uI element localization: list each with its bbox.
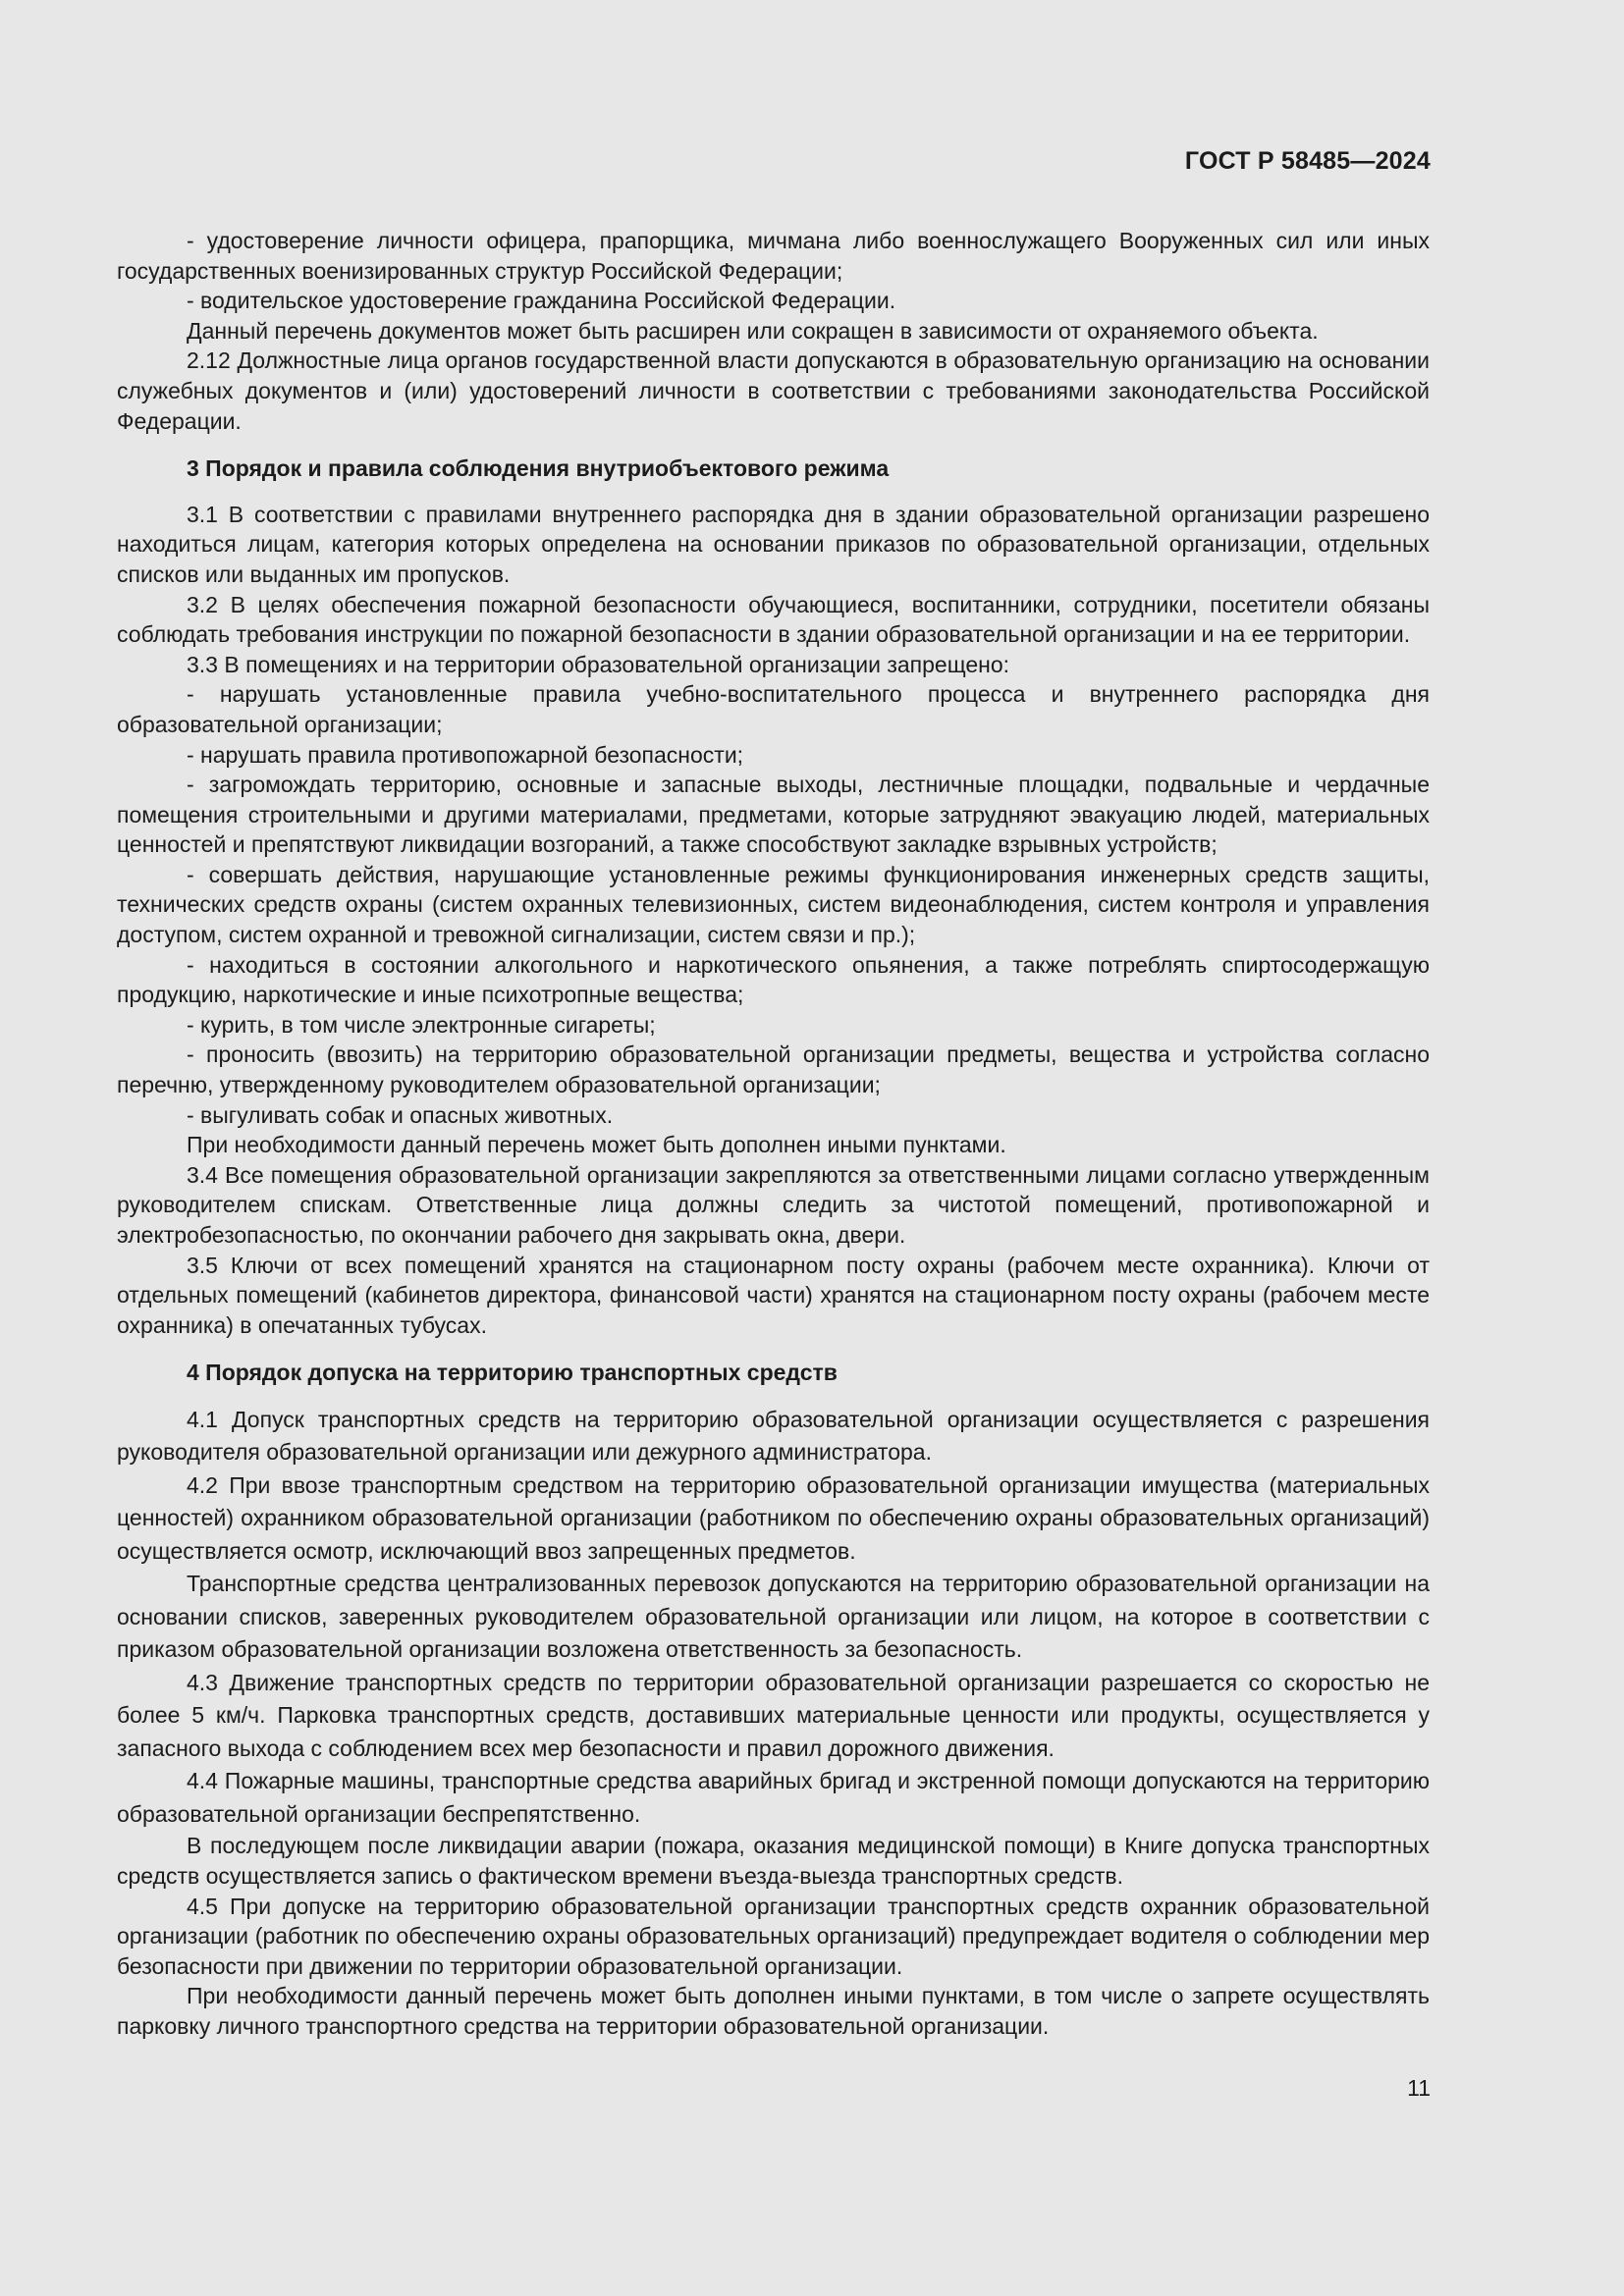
paragraph: Данный перечень документов может быть расширен или сокращен в зависимости от охраняемого объекта. [187,317,1319,344]
paragraph: 3.4 Все помещения образовательной организации закрепляются за ответственными лицами согласно утвержденным руководителем спискам. Ответственные лица должны следить за чистотой помещений, противопожарной и электробезопасностью, по окончании рабочего дня закрывать окна, двери. [117,1161,1430,1248]
paragraph: 4.1 Допуск транспортных средств на территорию образовательной организации осуществляется с разрешения руководителя образовательной организации или дежурного администратора. [117,1406,1430,1466]
paragraph: - загромождать территорию, основные и запасные выходы, лестничные площадки, подвальные и чердачные помещения строительными и другими материалами, предметами, которые затрудняют эвакуацию людей, материальных ценностей и препятствуют ликвидации возгораний, а также способствуют закладке взрывных устройств; [117,772,1430,858]
paragraph: - удостоверение личности офицера, прапорщика, мичмана либо военнослужащего Вооруженных сил или иных государственных военизированных структур Российской Федерации; [117,228,1430,284]
paragraph: 3.5 Ключи от всех помещений хранятся на стационарном посту охраны (рабочем месте охранника). Ключи от отдельных помещений (кабинетов директора, финансовой части) хранятся на стационарном посту охраны (рабочем месте охранника) в опечатанных тубусах. [117,1252,1430,1338]
document-code-header: ГОСТ Р 58485—2024 [1184,147,1431,175]
paragraph: 3.3 В помещениях и на территории образовательной организации запрещено: [187,651,1010,677]
paragraph: - совершать действия, нарушающие установленные режимы функционирования инженерных средств защиты, технических средств охраны (систем охранных телевизионных, систем видеонаблюдения, систем контроля и управления доступом, систем охранной и тревожной сигнализации, систем связи и пр.); [117,861,1430,948]
section-heading: 4 Порядок допуска на территорию транспортных средств [187,1360,838,1386]
page-number: 11 [1407,2075,1431,2101]
paragraph: При необходимости данный перечень может быть дополнен иными пунктами, в том числе о запрете осуществлять парковку личного транспортного средства на территории образовательной организации. [117,1983,1430,2040]
paragraph: 3.1 В соответствии с правилами внутреннего распорядка дня в здании образовательной организации разрешено находиться лицам, категория которых определена на основании приказов по образовательной организации, отдельных списков или выданных им пропусков. [117,501,1430,587]
paragraph: - находиться в состоянии алкогольного и наркотического опьянения, а также потреблять спиртосодержащую продукцию, наркотические и иные психотропные вещества; [117,951,1430,1008]
paragraph: - выгуливать собак и опасных животных. [187,1101,614,1128]
paragraph: - проносить (ввозить) на территорию образовательной организации предметы, вещества и устройства согласно перечню, утвержденному руководителем образовательной организации; [117,1041,1430,1098]
paragraph: 3.2 В целях обеспечения пожарной безопасности обучающиеся, воспитанники, сотрудники, посетители обязаны соблюдать требования инструкции по пожарной безопасности в здании образовательной организации и на ее территории. [117,591,1430,648]
paragraph: 2.12 Должностные лица органов государственной власти допускаются в образовательную организацию на основании служебных документов и (или) удостоверений личности в соответствии с требованиями законодательства Российской Федерации. [117,347,1430,434]
paragraph: 4.4 Пожарные машины, транспортные средства аварийных бригад и экстренной помощи допускаются на территорию образовательной организации беспрепятственно. [117,1768,1430,1827]
paragraph: В последующем после ликвидации аварии (пожара, оказания медицинской помощи) в Книге допуска транспортных средств осуществляется запись о фактическом времени въезда-выезда транспортных средств. [117,1833,1430,1890]
paragraph: - курить, в том числе электронные сигареты; [187,1011,656,1038]
paragraph: 4.3 Движение транспортных средств по территории образовательной организации разрешается со скоростью не более 5 км/ч. Парковка транспортных средств, доставивших материальные ценности или продукты, осуществляется у запасного выхода с соблюдением всех мер безопасности и правил дорожного движения. [117,1669,1430,1761]
paragraph: - водительское удостоверение гражданина Российской Федерации. [187,288,896,314]
paragraph: При необходимости данный перечень может быть дополнен иными пунктами. [187,1132,1006,1158]
section-heading: 3 Порядок и правила соблюдения внутриобъектового режима [187,455,890,482]
paragraph: 4.5 При допуске на территорию образовательной организации транспортных средств охранник образовательной организации (работник по обеспечению охраны образовательных организаций) предупреждает водителя о соблюдении мер безопасности при движении по территории образовательной организации. [117,1893,1430,1979]
document-body [117,226,1430,2042]
paragraph: Транспортные средства централизованных перевозок допускаются на территорию образовательной организации на основании списков, заверенных руководителем образовательной организации или лицом, на которое в соответствии с приказом образовательной организации возложена ответственность за безопасность. [117,1571,1430,1663]
paragraph: 4.2 При ввозе транспортным средством на территорию образовательной организации имущества (материальных ценностей) охранником образовательной организации (работником по обеспечению охраны образовательных организаций) осуществляется осмотр, исключающий ввоз запрещенных предметов. [117,1471,1430,1564]
paragraph: - нарушать установленные правила учебно-воспитательного процесса и внутреннего распорядка дня образовательной организации; [117,681,1430,737]
paragraph: - нарушать правила противопожарной безопасности; [187,741,744,768]
